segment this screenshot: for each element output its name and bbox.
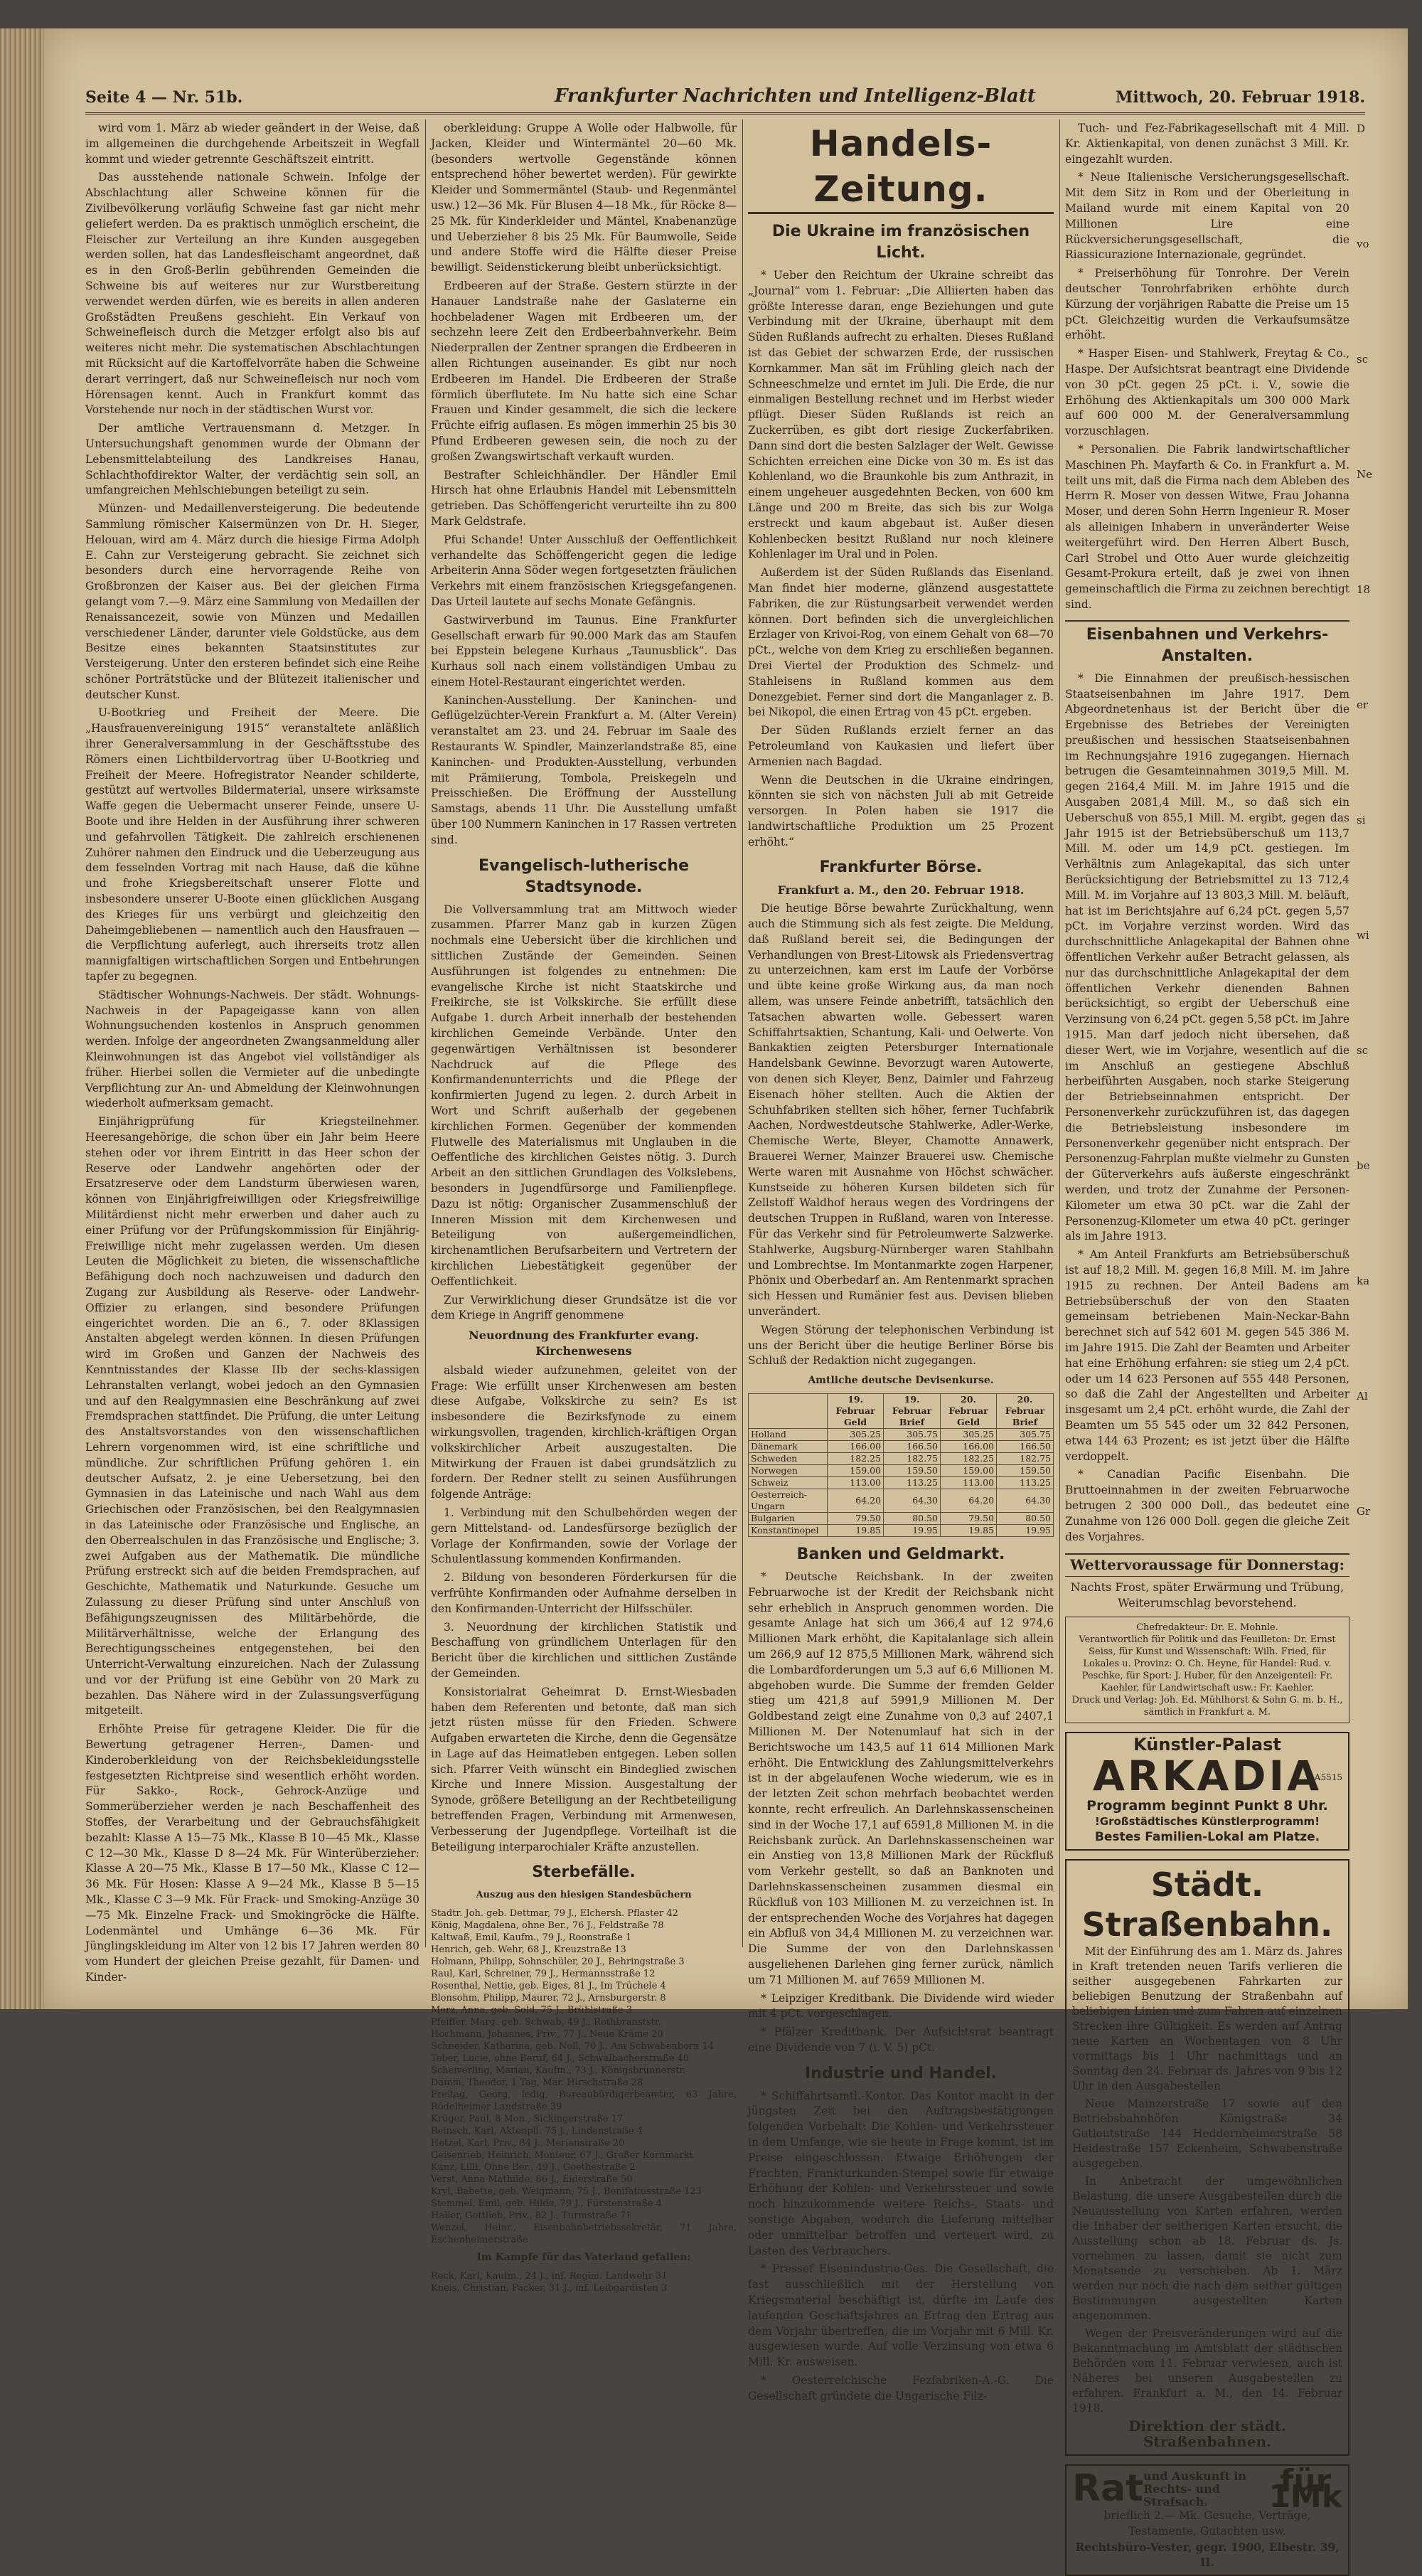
devisen-table <box>748 1393 1054 1537</box>
tram-paragraph: Mit der Einführung des am 1. März ds. Jahres in Kraft tretenden neuen Tarifs verlieren die seither ausgegebenen Fahrkarten zur beliebigen Benutzung der Straßenbahn auf beliebigen Linien und zum Fahren auf einzelnen Strecken ihre Gültigkeit. Es werden auf Antrag neue Karten an Wochentagen von 8 Uhr vormittags bis 1 Uhr nachmittags und an Sonntag den 24. Februar ds. Jahres von 9 bis 12 Uhr in den Ausgabestellen <box>1072 1945 1342 2093</box>
devisen-cell: 19.95 <box>884 1524 941 1536</box>
issue-date: Mittwoch, 20. Februar 1918. <box>1115 88 1365 107</box>
death-notice: Merz, Anna, geb. Sold, 75 J., Brühlstraße 3 <box>431 2005 633 2016</box>
edge-fragment: sc <box>1357 1044 1369 1057</box>
local-news-paragraph: Städtischer Wohnungs-Nachweis. Der städt. Wohnungs-Nachweis in der Papageigasse kann von allen Wohnungsuchenden kostenlos in Anspruch genommen werden. Infolge der angeordneten Zwangsanmeldung aller Kleinwohnungen ist das Angebot viel vollständiger als früher. Hierbei sollen die Vermieter auf die unbedingte Verpflichtung zur An- und Abmeldung der Kleinwohnungen wiederholt aufmerksam gemacht. <box>85 988 419 1110</box>
devisen-cell: Holland <box>749 1428 828 1440</box>
devisen-row <box>749 1464 1054 1476</box>
edge-fragment: be <box>1357 1159 1370 1172</box>
boerse-heading: Frankfurter Börse. <box>819 858 983 877</box>
weather-forecast: Nachts Frost, später Erwärmung und Trübung, Weiterumschlag bevorstehend. <box>1070 1580 1345 1610</box>
tram-paragraph: In Anbetracht der umgewöhnlichen Belastung, die unsere Ausgabestellen durch die Neuausstellung von Karten erfahren, werden die Inhaber der seitherigen Karten ersucht, die Ausstellung schon ab 18. Februar ds. Js. vornehmen zu lassen, damit sie nicht zum Monatsende zu verschieben. Ab 1. März werden nur noch die nach dem seither gültigen Bestimmungen ausgestellten Karten angenommen. <box>1072 2175 1342 2323</box>
devisen-cell: 159.50 <box>997 1464 1054 1476</box>
weather-heading: Wettervoraussage für Donnerstag: <box>1065 1553 1349 1577</box>
arkadia-name: ARKADIA <box>1093 1751 1322 1800</box>
local-news-paragraph: Münzen- und Medaillenversteigerung. Die bedeutende Sammlung römischer Kaisermünzen von Dr. H. Sieger, Helouan, wird am 4. März durch die hiesige Firma Adolph E. Cahn zur Versteigerung gebracht. Sie zeichnet sich besonders durch eine hervorragende Reihe von Großbronzen der Kaiser aus. Bei der gleichen Firma gelangt vom 7.—9. März eine Sammlung von Medaillen der Renaissancezeit, sowie von Münzen und Medaillen verschiedener Länder, darunter viele Goldstücke, aus dem Besitze eines bekannten Staatsinstitutes zur Versteigerung. Unter den ersteren befindet sich eine Reihe schöner Porträtstücke und der Blütezeit italienischer und deutscher Kunst. <box>85 502 419 701</box>
death-notice: Kunz, Lilli, Ohne Ber., 49 J., Goethestraße 2 <box>431 2162 636 2173</box>
devisen-cell: 113.00 <box>941 1476 997 1489</box>
devisen-row <box>749 1452 1054 1464</box>
industrie-heading: Industrie und Handel. <box>804 2064 998 2082</box>
industrie-paragraph: * Schiffahrtsamtl.-Kontor. Das Kontor macht in der jüngsten Zeit bei den Auftragsbestätigungen folgenden Vorbehalt: Die Kohlen- und Verkehrssteuer in dem Umfange, wie sie heute in Frage kommt, ist im Preise eingeschlossen. Etwaige Erhöhungen der Frachten, Frankturkunden-Stempel sowie für etwaige Erhöhung der Kohlen- und Verkehrssteuer und sowie noch hinzukommende weitere Reichs-, Staats- und sonstige Abgaben, wodurch die Lieferung mittelbar oder unmittelbar betroffen und verteuert wird, zu Lasten des Verbrauchers. <box>748 2089 1054 2257</box>
devisen-header-cell: 20. Februar Geld <box>941 1393 997 1428</box>
devisen-cell: Oesterreich-Ungarn <box>749 1489 828 1512</box>
imprint-line: Druck und Verlag: Joh. Ed. Mühlhorst & Sohn G. m. b. H., sämtlich in Frankfurt a. M. <box>1071 1695 1343 1718</box>
death-notice: Kaltwaß, Emil, Kaufm., 79 J., Roonstraße 1 <box>431 1932 632 1944</box>
synod-paragraph: Zur Verwirklichung dieser Grundsätze ist die vor dem Kriege in Angriff genommene <box>431 1293 737 1322</box>
fallen-notice: Reck, Karl, Kaufm., 24 J., inf. Regim. Landwehr 31 <box>431 2271 668 2282</box>
devisen-header-cell <box>749 1393 828 1428</box>
devisen-header-cell: 19. Februar Brief <box>884 1393 941 1428</box>
edge-fragment: si <box>1357 814 1366 826</box>
devisen-cell: 166.50 <box>997 1440 1054 1452</box>
devisen-cell: 159.00 <box>941 1464 997 1476</box>
legal-advice-rat: Rat <box>1072 2467 1143 2510</box>
death-notice: König, Magdalena, ohne Ber., 76 J., Feldstraße 78 <box>431 1920 664 1932</box>
fallen-heading: Im Kampfe für das Vaterland gefallen: <box>476 2252 691 2264</box>
death-notice: Hochmann, Johannes, Priv., 77 J., Neue Kräme 20 <box>431 2029 663 2040</box>
death-notice: Schneider, Katharina, geb. Noll, 70 J., Am Schwabenborn 14 <box>431 2041 715 2053</box>
death-notice: Raul, Karl, Schreiner, 79 J., Hermannsstraße 12 <box>431 1969 656 1980</box>
devisen-cell: 166.50 <box>884 1440 941 1452</box>
devisen-cell: 80.50 <box>884 1512 941 1524</box>
newspaper-name: Frankfurter Nachrichten und Intelligenz-Blatt <box>555 85 1036 107</box>
devisen-cell: 159.00 <box>828 1464 884 1476</box>
arkadia-phone: A5515 <box>1314 1772 1342 1783</box>
devisen-cell: 113.00 <box>828 1476 884 1489</box>
synod-paragraph: 1. Verbindung mit den Schulbehörden wegen der gern Mittelstand- od. Landesfürsorge bezüglich der Vorlage der Konfirmanden, sowie der Vorlage der Schulentlassung kommenden Konfirmanden. <box>431 1506 737 1566</box>
ukraine-heading: Die Ukraine im französischen Licht. <box>771 223 1030 262</box>
death-notice: Teber, Lucie, ohne Beruf, 64 J., Schwalbacherstraße 40 <box>431 2053 690 2065</box>
devisen-cell: 64.30 <box>997 1489 1054 1512</box>
arkadia-family: Bestes Familien-Lokal am Platze. <box>1094 1829 1320 1844</box>
commerce-paragraph: * Preiserhöhung für Tonrohre. Der Verein deutscher Tonrohrfabriken erhöhte durch Kürzung der vorjährigen Rabatte die Preise um 15 pCt. Gleichzeitig wurden die Verkaufsumsätze erhöht. <box>1065 267 1349 342</box>
devisen-cell: 79.50 <box>828 1512 884 1524</box>
rail-paragraph: * Am Anteil Frankfurts am Betriebsüberschuß ist auf 18,2 Mill. M. gegen 16,8 Mill. M. im Jahre 1915 zu rechnen. Der Anteil Badens am Betriebsüberschuß der von den Staaten gemeinsam betriebenen Main-Neckar-Bahn berechnet sich auf 542 601 M. gegen 545 386 M. im Jahre 1915. Die Zahl der Beamten und Arbeiter hat eine Erhöhung erfahren: sie stieg um 2,4 pCt. oder um 14 623 Personen auf 555 448 Personen, so daß die Zahl der Angestellten und Arbeiter insgesamt um 2,4 pCt. erhöht wurde, die Zahl der Beamten um 55 545 oder um 32 842 Personen, etwa 144 63 Prozent; es ist jetzt über die Hälfte verdoppelt. <box>1065 1248 1349 1463</box>
devisen-cell: 305.75 <box>997 1428 1054 1440</box>
ukraine-paragraph: * Ueber den Reichtum der Ukraine schreibt das „Journal“ vom 1. Februar: „Die Alliierten haben das größte Interesse daran, enge Beziehungen und gute Verbindung mit der Ukraine, überhaupt mit dem Süden Rußlands aufrecht zu erhalten. Dieses Rußland ist das Gebiet der schwarzen Erde, der russischen Kornkammer. Man sät im Frühling gleich nach der Schneeschmelze und erntet im Juli. Die Erde, die nur einmaligen Bestellung rechnet und im Herbst wieder pflügt. Dieser Süden Rußlands ist reich an Zuckerrüben, es gibt dort riesige Zuckerfabriken. Dann sind dort die besten Salzlager der Welt. Gewisse Schichten erreichen eine Dicke von 30 m. Es ist das Kohlenland, wo die Braunkohle bis zum Anthrazit, in einem ungeheuer ausgedehnten Becken, von 600 km Länge und 200 m Breite, das sich bis zur Wolga erstreckt und kaum abgebaut ist. Außer diesen Kohlenbecken besitzt Rußland nur noch kleinere Kohlenlager im Ural und in Polen. <box>748 269 1054 561</box>
death-notice: Krüger, Paul, 8 Mon., Sickingerstraße 17 <box>431 2114 624 2125</box>
devisen-cell: 305.75 <box>884 1428 941 1440</box>
local-news-paragraph: Erdbeeren auf der Straße. Gestern stürzte in der Hanauer Landstraße nahe der Gaslaterne ein hochbeladener Wagen mit Erdbeeren um, der sechzehn leere Zeit den Erdbeerbahnverkehr. Beim Niederprallen der Zentner sprangen die Erdbeeren in allen Richtungen auseinander. Es gibt nur noch Erdbeeren im Handel. Die Erdbeeren der Straße förmlich überflutete. Im Nu hatte sich eine Schar Frauen und Kinder gesammelt, die sich die leckere Früchte eifrig auflasen. Es mögen immerhin 25 bis 30 Pfund Erdbeeren gewesen sein, die noch zu der großen Zwangswirtschaft verkauft wurden. <box>431 279 737 463</box>
legal-advice-ad <box>1065 2464 1349 2576</box>
rail-heading: Eisenbahnen und Verkehrs-Anstalten. <box>1065 620 1349 667</box>
edge-fragment: wi <box>1357 929 1369 942</box>
devisen-cell: 64.20 <box>828 1489 884 1512</box>
edge-fragment: sc <box>1357 353 1369 366</box>
devisen-cell: 182.75 <box>997 1452 1054 1464</box>
deaths-heading: Sterbefälle. <box>532 1863 636 1882</box>
devisen-cell: Bulgarien <box>749 1512 828 1524</box>
local-news-paragraph: Bestrafter Schleichhändler. Der Händler Emil Hirsch hat ohne Erlaubnis Handel mit Lebensmitteln getrieben. Das Schöffengericht verurteilte ihn zu 800 Mark Geldstrafe. <box>431 468 737 528</box>
death-notice: Holmann, Philipp, Sohnschüler, 20 J., Behringstraße 3 <box>431 1957 685 1968</box>
local-news-paragraph: Das ausstehende nationale Schwein. Infolge der Abschlachtung aller Schweine können für die Zivilbevölkerung vorläufig Schweine fast gar nicht mehr geliefert werden. Da es praktisch unmöglich erscheint, die Fleischer zur Verteilung an ihre Kunden ausgegeben werden sollen, hat das Landesfleischamt angeordnet, daß es in den Groß-Berlin gebührenden Gemeinden die Schweine bis auf weiteres nur zur Wurstbereitung verwendet werden dürfen, wie es bereits in allen anderen Großstädten Preußens geschieht. Ein Verkauf von Schweinefleisch durch die Metzger erfolgt also bis auf weiteres nicht mehr. Die systematischen Abschlachtungen mit Rücksicht auf die Kartoffelvorräte haben die Schweine derart verringert, daß nur Schweinefleisch nur noch vom Hörensagen kennt. Auch in Frankfurt kommt das Vorstehende nur noch in der städtischen Wurst vor. <box>85 171 419 417</box>
death-notice: Kryl, Babette, geb. Weigmann, 75 J., Bonifatiusstraße 123 <box>431 2186 702 2198</box>
devisen-cell: Dänemark <box>749 1440 828 1452</box>
devisen-cell: 182.25 <box>828 1452 884 1464</box>
page-number: Seite 4 — Nr. 51b. <box>85 88 243 107</box>
devisen-cell: Konstantinopel <box>749 1524 828 1536</box>
local-news-paragraph: Erhöhte Preise für getragene Kleider. Die für die Bewertung getragener Herren-, Damen- und Kinderoberkleidung von der Reichsbekleidungsstelle festgesetzten Richtpreise sind wesentlich erhöht worden. Für Sakko-, Rock-, Gehrock-Anzüge und Sommerüberzieher werden je nach Beschaffenheit des Stoffes, der Verarbeitung und der Gebrauchsfähigkeit bezahlt: Klasse A 15—75 Mk., Klasse B 10—45 Mk., Klasse C 12—30 Mk., Klasse D 8—24 Mk. Für Winterüberzieher: Klasse A 20—75 Mk., Klasse B 17—50 Mk., Klasse C 12—36 Mk. Für Hosen: Klasse A 9—24 Mk., Klasse B 5—15 Mk., Klasse C 3—9 Mk. Für Frack- und Smoking-Anzüge 30—75 Mk. Einzelne Frack- und Smokingröcke die Hälfte. Lodenmäntel und Umhänge 6—36 Mk. Für Jünglingskleidung im Alter von 12 bis 17 Jahren werden 80 vom Hundert der gleichen Preise gezahlt, für Damen- und Kinder- <box>85 1723 419 1984</box>
tram-signature: Direktion der städt. Straßenbahnen. <box>1128 2417 1286 2451</box>
devisen-cell: 182.25 <box>941 1452 997 1464</box>
death-notice: Wenzel, Heinr., Eisenbahnbetriebssekretär, 71 Jahre, Eschenheimerstraße <box>431 2223 737 2246</box>
arkadia-slogan: !Großstädtisches Künstlerprogramm! <box>1094 1814 1320 1828</box>
local-news-paragraph: Pfui Schande! Unter Ausschluß der Oeffentlichkeit verhandelte das Schöffengericht gegen die ledige Arbeiterin Anna Söder wegen fortgesetzten fräulichen Verkehrs mit einem französischen Kriegsgefangenen. Das Urteil lautete auf sechs Monate Gefängnis. <box>431 533 737 608</box>
arkadia-ad <box>1065 1732 1349 1851</box>
arkadia-venue: Künstler-Palast <box>1133 1735 1281 1755</box>
local-news-paragraph: Der amtliche Vertrauensmann d. Metzger. In Untersuchungshaft genommen wurde der Obmann der Lebensmittelabteilung des Landkreises Hanau, Schlachthofdirektor Walter, der verdächtig sein soll, an umfangreichen Mehlschiebungen beteiligt zu sein. <box>85 422 419 497</box>
devisen-cell: 159.50 <box>884 1464 941 1476</box>
death-notice: Geisenrieb, Heinrich, Monteur, 67 J., Großer Kornmarkt <box>431 2150 693 2161</box>
tram-ad <box>1065 1859 1349 2456</box>
imprint-line: Chefredakteur: Dr. E. Mohnle. <box>1136 1622 1278 1634</box>
devisen-cell: Schweden <box>749 1452 828 1464</box>
edge-fragment: Al <box>1357 1390 1368 1403</box>
banken-paragraph: * Leipziger Kreditbank. Die Dividende wird wieder mit 4 pCt. vorgeschlagen. <box>748 1991 1054 2021</box>
devisen-cell: 166.00 <box>941 1440 997 1452</box>
devisen-row <box>749 1489 1054 1512</box>
devisen-cell: 305.25 <box>828 1428 884 1440</box>
death-notice: Hetzel, Karl, Priv., 84 J., Merianstraße 20 <box>431 2138 625 2149</box>
tram-paragraph: Wegen der Preisveränderungen wird auf die Bekanntmachung im Amtsblatt der städtischen Behörden vom 11. Februar verwiesen, auch ist Näheres bei unseren Ausgabestellen zu erfahren. Frankfurt a. M., den 14. Februar 1918. <box>1072 2327 1342 2415</box>
synod-paragraph: alsbald wieder aufzunehmen, geleitet von der Frage: Wie erfüllt unser Kirchenwesen am besten diese Aufgabe, Volkskirche zu sein? Es ist insbesondere die Bezirksfynode zu einem wirkungsvollen, tragenden, kirchlich-kräftigen Organ volkskirchlicher Arbeit auszugestalten. Die Mitwirkung der Frauen ist dabei grundsätzlich zu fordern. Der Redner stellt zu seinen Ausführungen folgende Anträge: <box>431 1363 737 1501</box>
tram-body <box>1072 1944 1342 2416</box>
devisen-cell: Schweiz <box>749 1476 828 1489</box>
tram-title: Städt. Straßenbahn. <box>1081 1866 1333 1944</box>
devisen-cell: 19.85 <box>941 1524 997 1536</box>
devisen-cell: 64.20 <box>941 1489 997 1512</box>
fallen-notice: Kneis, Christian, Packer, 31 J., inf. Leibgardisten 3 <box>431 2283 668 2294</box>
devisen-row <box>749 1428 1054 1440</box>
synod-paragraph: Die Vollversammlung trat am Mittwoch wieder zusammen. Pfarrer Manz gab in kurzen Zügen nochmals eine Uebersicht über die kirchlichen und sittlichen Zustände der Gemeinden. Seinen Ausführungen ist folgendes zu entnehmen: Die evangelische Kirche ist nicht Staatskirche und Freikirche, sie ist Volkskirche. Sie erfüllt diese Aufgabe 1. durch Arbeit innerhalb der bestehenden kirchlichen Gemeinde Verbände. Unter den gegenwärtigen Verhältnissen ist besonderer Nachdruck auf die Pflege des Konfirmandenunterrichts und die Pflege der konfirmierten Jugend zu legen. 2. durch Arbeit in Wort und Schrift außerhalb der gegebenen kirchlichen Formen. Gegenüber der kommenden Flutwelle des Materialismus mit Unglauben in die Oeffentliche des kirchlichen Geistes nötig. 3. Durch Arbeit an den sittlichen Grundlagen des Volkslebens, besonders in Jugendfürsorge und Familienpflege. Dazu ist nötig: Organischer Zusammenschluß der Inneren Mission mit dem Kirchenwesen und Beteiligung von außergemeindlichen, kirchenamtlichen Berufsarbeitern und Vertretern der kirchlichen Liebestätigkeit gegenüber der Oeffentlichkeit. <box>431 903 737 1288</box>
column-rule <box>425 119 426 1947</box>
banken-paragraph: * Pfälzer Kreditbank. Der Aufsichtsrat beantragt eine Dividende von 7 (i. V. 5) pCt. <box>748 2026 1054 2054</box>
death-notice: Verst, Anna Mathilde, 86 J., Eiderstraße 50 <box>431 2174 633 2186</box>
commerce-paragraph: * Personalien. Die Fabrik landwirtschaftlicher Maschinen Ph. Mayfarth & Co. in Frankfurt a. M. teilt uns mit, daß die Firma nach dem Ableben des Herrn R. Moser von dessen Witwe, Frau Johanna Moser, und deren Sohn Herrn Ingenieur R. Moser als alleinigen Inhabern in unveränderter Weise weitergeführt wird. Den Herren Albert Busch, Carl Strobel und Otto Auer wurde gleichzeitig Gesamt-Prokura erteilt, daß je zwei von ihnen gemeinschaftlich die Firma zu zeichnen berechtigt sind. <box>1065 442 1349 611</box>
synod-paragraph: 2. Bildung von besonderen Förderkursen für die verfrühte Konfirmanden oder Aufnahme derselben in den Konfirmanden-Unterricht der Hilfsschüler. <box>431 1571 737 1615</box>
local-news-paragraph: Kaninchen-Ausstellung. Der Kaninchen- und Geflügelzüchter-Verein Frankfurt a. M. (Alter Verein) veranstaltet am 23. und 24. Februar im Saale des Restaurants W. Spindler, Mainzerlandstraße 85, eine Kaninchen- und Produkten-Ausstellung, verbunden mit Prämiierung, Tombola, Preiskegeln und Preisschießen. Die Eröffnung der Ausstellung Samstags, abends 11 Uhr. Die Ausstellung umfaßt über 100 Nummern Kaninchen in 17 Rassen vertreten sind. <box>431 693 737 846</box>
devisen-cell: 113.25 <box>884 1476 941 1489</box>
edge-fragment: vo <box>1357 238 1369 250</box>
ukraine-paragraph: Der Süden Rußlands erzielt ferner an das Petroleumland von Kaukasien und liefert über Armenien nach Bagdad. <box>748 724 1054 768</box>
devisen-cell: 19.95 <box>997 1524 1054 1536</box>
column-rule <box>1059 119 1060 1947</box>
adjacent-page-edge <box>1357 121 1408 1942</box>
devisen-cell: 166.00 <box>828 1440 884 1452</box>
local-news-paragraph: U-Bootkrieg und Freiheit der Meere. Die „Hausfrauenvereinigung 1915“ veranstaltete anläßlich ihrer Generalversammlung in der Geschäftsstube des Römers einen Lichtbildervortrag über U-Bootkrieg und Freiheit der Meere. Hofregistrator Neander schilderte, gestützt auf wertvolles Bildermaterial, unsere wirksamste Waffe gegen die Uebermacht unserer Feinde, unsere U-Boote und ihre Helden in der Ausführung ihrer schweren und gefahrvollen Tätigkeit. Die zahlreich erschienenen Zuhörer nahmen den Eindruck und die Ueberzeugung aus dem fesselnden Vortrag mit nach Hause, daß die kühne und frohe Kriegsbereitschaft unserer Flotte und insbesondere unserer U-Boote einen glücklichen Ausgang des Krieges für uns verbürgt und gleichzeitig den Daheimgebliebenen — namentlich auch den Hausfrauen — die Verpflichtung auferlegt, auch ihrerseits trotz allen mannigfaltigen wirtschaftlichen Sorgen und Entbehrungen tapfer zu begegnen. <box>85 706 419 984</box>
death-notice: Reinsch, Karl, Aktenpfl. 75 J., Lindenstraße 4 <box>431 2126 643 2137</box>
column-rule <box>742 119 743 1947</box>
local-news-paragraph: Einjährigprüfung für Kriegsteilnehmer. Heeresangehörige, die schon über ein Jahr beim Heere stehen oder vor ihrem Eintritt in das Heer schon der Reserve oder Landwehr angehörten oder der Ersatzreserve oder dem Landsturm überwiesen waren, können von Einjährigfreiwilligen oder Kriegsfreiwillige Militärdienst nicht mehr erwerben und daher auch zu einer Prüfung vor der Prüfungskommission für Einjährig-Freiwillige nicht mehr zugelassen werden. Um diesen Leuten die Möglichkeit zu bieten, die wissenschaftliche Befähigung doch noch nachzuweisen und dadurch den Zugang zur Ausbildung als Reserve- oder Landwehr-Offizier zu erlangen, sind besondere Prüfungen eingerichtet worden. Die an 6., 7. oder 8Klassigen Anstalten abgelegt werden können. In diesen Prüfungen wird im Großen und Ganzen der Nachweis des Kenntnisstandes der Klasse IIb der sechs-klassigen Lehranstalten verlangt, wobei jedoch an den Gymnasien und auf den Realgymnasien eine Beschränkung auf zwei Fremdsprachen stattfindet. Die Prüfung, die unter Leitung des Anstaltsvorstandes von den wissenschaftlichen Lehrern vorgenommen wird, ist eine schriftliche und mündliche. Zur schriftlichen Prüfung gehören 1. ein deutscher Aufsatz, 2. je eine Uebersetzung, bei den Gymnasien in das Lateinische und nach Wahl aus dem Griechischen oder Französischen, bei den Realgymnasien in das Lateinische oder Französische und Englische, an den Oberrealschulen in das Französische und Englische; 3. zwei Aufgaben aus der Mathematik. Die mündliche Prüfung erstreckt sich auf die beiden Fremdsprachen, auf Geschichte, Mathematik und Naturkunde. Gesuche um Zulassung zu dieser Prüfung sind unter Anschluß von Befähigungszeugnissen des Militärbehörde, die Militärverhältnisse, welche der Erlangung des Berechtigungsscheines entgegenstehen, bei den Unterricht-Verwaltung einzureichen. Nach der Zulassung und vor der Prüfung ist eine Gebühr von 20 Mark zu bezahlen. Das Nähere wird in der Zulassungsverfügung mitgeteilt. <box>85 1115 419 1718</box>
boerse-paragraph: Die heutige Börse bewahrte Zurückhaltung, wenn auch die Stimmung sich als fest zeigte. Die Meldung, daß Rußland bereit sei, die Bedingungen der Verhandlungen von Brest-Litowsk als Friedensvertrag zu unterzeichnen, kam erst im Laufe der Vorbörse und übte keine große Wirkung aus, da man noch allem, was unsere Feinde anbetrifft, tatsächlich den Tatsachen abwarten wolle. Gebessert waren Schiffahrtsaktien, Schantung, Kali- und Oelwerte. Von Bankaktien zeigten Petersburger Internationale Handelsbank Gewinne. Bevorzugt waren Autowerte, von denen sich Kleyer, Benz, Daimler und Fahrzeug Eisenach höher stellten. Auch die Aktien der Schuhfabriken stellten sich höher, ferner Tuchfabrik Aachen, Nordwestdeutsche Stahlwerke, Adler-Werke, Chemische Werte, Bleyer, Chamotte Annawerk, Brauerei Werner, Mainzer Brauerei usw. Chemische Werte waren mit Ausnahme von Höchst schwächer. Kunstseide zu höheren Kursen bildeten sich für Zellstoff Waldhof heraus wegen des Vordringens der deutschen Truppen in Rußland, waren von Interesse. Für das Verkehr sind für Petroleumwerte Salzwerke. Stahlwerke, Augsburg-Nürnberger waren Stahlbahn und Lombrechtse. Im Montanmarkte zogen Harpener, Phönix und Oberbedarf an. Am Rentenmarkt sprachen sich Hessen und Rumänier fest aus. Devisen blieben unverändert. <box>748 902 1054 1318</box>
edge-fragment: 18 <box>1357 583 1371 596</box>
commerce-paragraph: * Neue Italienische Versicherungsgesellschaft. Mit dem Sitz in Rom und der Oberleitung in Mailand wurde mit einem Kapital von 20 Millionen Lire eine Rückversicherungsgesellschaft, die Riassicurazione Internazionale, gegründet. <box>1065 171 1349 262</box>
ukraine-paragraph: Wenn die Deutschen in die Ukraine eindringen, könnten sie sich von nächsten Juli ab mit Getreide versorgen. In Polen haben sie 1917 die landwirtschaftliche Produktion um 25 Prozent erhöht.“ <box>748 773 1054 848</box>
edge-fragment: ka <box>1357 1274 1370 1287</box>
legal-advice-row <box>1072 2463 1342 2515</box>
banken-paragraph: * Deutsche Reichsbank. In der zweiten Februarwoche ist der Kredit der Reichsbank nicht sehr erheblich in Anspruch genommen worden. Die gesamte Anlage hat sich um 366,4 auf 12 974,6 Millionen Mark erhöht, die Kapitalanlage sich allein um 266,9 auf 12 875,5 Millionen Mark, während sich die Lombardforderungen um 5,3 auf 6,6 Millionen M. abgehoben wurde. Die Summe der fremden Gelder stieg um 421,8 auf 5991,9 Millionen M. Der Goldbestand zeigt eine Zunahme von 0,3 auf 2407,1 Millionen M. Der Notenumlauf hat sich in der Berichtswoche um 143,5 auf 11 614 Millionen Mark erhöht. Die Entwicklung des Zahlungsmittelverkehrs ist in der abgelaufenen Woche wiederum, wie es in der letzten Zeit schon mehrfach beobachtet werden konnte, recht erfreulich. An Darlehnskassenscheinen sind in der Woche 17,1 auf 6591,8 Millionen M. in die Reichsbank zurück. An Darlehnskassenscheinen war ein Anstieg von 13,8 Millionen Mark der Rückfluß vom Verkehr gestellt, so daß an Banknoten und Darlehnskassenscheinen zusammen diesmal ein Rückfluß von 103 Millionen M. zu verzeichnen ist. In der entsprechenden Woche des Vorjahres hat dagegen ein Abfluß von 34,4 Millionen M. zu verzeichnen war. Die Summe der von den Darlehnskassen ausgeliehenen Darlehen ging ferner zurück, nämlich um 71 Millionen M. auf 7659 Millionen M. <box>748 1570 1054 1986</box>
death-notice: Pfeiffer, Marg. geb. Schwab, 49 J., Rothbranststr. <box>431 2017 661 2028</box>
local-news-paragraph: wird vom 1. März ab wieder geändert in der Weise, daß im allgemeinen die durchgehende Arbeitszeit in Wegfall kommt und wieder getrennte Geschäftszeit eintritt. <box>85 122 419 166</box>
devisen-cell: 182.75 <box>884 1452 941 1464</box>
edge-fragment: Ne <box>1357 468 1373 481</box>
deaths-subheading: Auszug aus den hiesigen Standesbüchern <box>476 1890 692 1901</box>
devisen-caption: Amtliche deutsche Devisenkurse. <box>808 1375 994 1387</box>
tram-paragraph: Neue Mainzerstraße 17 sowie auf den Betriebsbahnhöfen Königstraße 34 Gutleutstraße 144 Heddernheimerstraße 58 Heidestraße 157 Eckenheim, Schwabenstraße ausgegeben. <box>1072 2097 1342 2171</box>
local-news-paragraph: oberkleidung: Gruppe A Wolle oder Halbwolle, für Jacken, Kleider und Wintermäntel 20—60 Mk. (besonders wertvolle Gegenstände können entsprechend höher bewertet werden). Für gewirkte Kleider und Sommermäntel (Staub- und Regenmäntel usw.) 12—36 Mk. Für Blusen 4—18 Mk., für Röcke 8—25 Mk. für Kinderkleider und Mäntel, Knabenanzüge und Ueberzieher 8 bis 25 Mk. Für Baumwolle, Seide und andere Stoffe wird die Hälfte dieser Preise bewilligt. Seidenstickerung bleibt unberücksichtigt. <box>431 122 737 275</box>
legal-advice-office: Rechtsbüro-Vester, gegr. 1900, Elbestr. 39, II. <box>1075 2540 1340 2570</box>
synod-paragraph: 3. Neuordnung der kirchlichen Statistik und Beschaffung von gründlichem Unterlagen für den Bericht über die kirchlichen und sittlichen Zustände der Gemeinden. <box>431 1620 737 1680</box>
devisen-header-cell: 19. Februar Geld <box>828 1393 884 1428</box>
masthead <box>85 84 1365 115</box>
death-notice: Freitag, Georg, ledig, Bureaubürdigerbeamter, 63 Jahre, Rödelheimer Landstraße 39 <box>431 2090 737 2113</box>
imprint-box <box>1065 1617 1349 1723</box>
book-spine <box>0 28 44 2009</box>
devisen-cell: 305.25 <box>941 1428 997 1440</box>
rail-paragraph: * Canadian Pacific Eisenbahn. Die Bruttoeinnahmen in der zweiten Februarwoche betrugen 2 300 000 Doll., das bedeutet eine Zunahme von 126 000 Doll. gegen die gleiche Zeit des Vorjahres. <box>1065 1468 1349 1543</box>
devisen-row <box>749 1476 1054 1489</box>
imprint-line: Verantwortlich für Politik und das Feuilleton: Dr. Ernst Seiss, für Kunst und Wissenschaft: Wilh. Fried, für Lokales u. Provinz: O. Ch. Heyne, für Handel: Rud. v. Peschke, für Sport: J. Huber, für den Anzeigenteil: Fr. Kaehler, für Landwirtschaft usw.: Fr. Kaehler. <box>1079 1634 1336 1694</box>
devisen-cell: Norwegen <box>749 1464 828 1476</box>
column-3 <box>748 121 1054 2402</box>
section-title: Handels-Zeitung. <box>748 121 1054 214</box>
synod-paragraph: Konsistorialrat Geheimrat D. Ernst-Wiesbaden haben dem Referenten und betonte, daß man sich jetzt rüsten müsse für den Frieden. Schwere Aufgaben erwarteten die Kirche, denn die Gegensätze in Lage auf das Heimatleben entgegen. Leben sollen sich. Pfarrer Veith wünscht ein Bindeglied zwischen Kirche und Innere Mission. Ausgestaltung der Synode, größere Beteiligung an der Rechtbeteiligung betreffenden Fragen, Verbindung mit Armenwesen, Verbesserung der Jugendpflege. Vorteilhaft ist die Beteiligung interparochialer Kräfte anzustellen. <box>431 1685 737 1853</box>
legal-advice-price: für 1Mk <box>1268 2463 1342 2515</box>
legal-advice-letter: brieflich 2.— Mk. Gesuche, Verträge, Testamente, Gutachten usw. <box>1103 2508 1311 2538</box>
banken-heading: Banken und Geldmarkt. <box>796 1545 1005 1563</box>
boerse-paragraph: Wegen Störung der telephonischen Verbindung ist uns der Bericht über die heutige Berliner Börse bis Schluß der Redaktion nicht zugegangen. <box>748 1323 1054 1368</box>
column-4 <box>1065 121 1349 2570</box>
death-notice: Scheiverling, Marian, Kaufm., 73 J., Königsbrunnerstr. <box>431 2065 686 2077</box>
synod-subheading: Neuordnung des Frankfurter evang. Kirchenwesens <box>469 1329 699 1358</box>
devisen-cell: 113.25 <box>997 1476 1054 1489</box>
edge-fragment: D <box>1357 122 1366 135</box>
commerce-paragraph: * Hasper Eisen- und Stahlwerk, Freytag & Co., Haspe. Der Aufsichtsrat beantragt eine Dividende von 30 pCt. gegen 25 pCt. i. V., sowie die Erhöhung des Aktienkapitals um 300 000 Mark auf 600 000 M. der Generalversammlung vorzuschlagen. <box>1065 347 1349 438</box>
devisen-row <box>749 1512 1054 1524</box>
devisen-cell: 80.50 <box>997 1512 1054 1524</box>
death-notice: Rosenthal, Nettie, geb. Eiges, 81 J., Im Trüchele 4 <box>431 1981 666 1992</box>
devisen-row <box>749 1440 1054 1452</box>
devisen-cell: 79.50 <box>941 1512 997 1524</box>
devisen-header-cell: 20. Februar Brief <box>997 1393 1054 1428</box>
column-1 <box>85 121 419 1984</box>
rail-paragraph: * Die Einnahmen der preußisch-hessischen Staatseisenbahnen im Jahre 1917. Dem Abgeordnetenhaus ist der Bericht über die Ergebnisse des Betriebes der Vereinigten preußischen und hessischen Staatseisenbahnen im Rechnungsjahre 1916 zugegangen. Hiernach betrugen die Gesamteinnahmen 3019,5 Mill. M. gegen 2164,4 Mill. M. im Jahre 1915 und die Ausgaben 2081,4 Mill. M., so daß sich ein Ueberschuß von 855,1 Mill. M. ergibt, gegen das Jahr 1915 ist der Betriebsüberschuß um 113,7 Mill. M. oder um 14,9 pCt. gestiegen. Im Verhältnis zum Anlagekapital, das sich unter Berücksichtigung der Betriebsmittel zu 13 712,4 Mill. M. im Vorjahre auf 13 803,3 Mill. M. beläuft, hat ist im Berichtsjahre auf 6,24 pCt. gegen 5,57 pCt. im Vorjahre verzinst worden. Wird das durchschnittliche Anlagekapital der Bahnen ohne öffentlichen Verkehr außer Betracht gelassen, als nur das durchschnittliche Anlagekapital der dem öffentlichen Verkehr dienenden Bahnen berücksichtigt, so ergibt der Ueberschuß eine Verzinsung von 6,24 pCt. gegen 5,58 pCt. im Jahre 1915. Man darf jedoch nicht übersehen, daß dieser Wert, wie im Vorjahre, wesentlich auf die im Anschluß an gestiegene Abschluß herbeiführten Ausgaben, noch starke Steigerung der Betriebseinnahmen entspricht. Der Personenverkehr zurückzuführen ist, das dagegen die Betriebsleistung insbesondere im Personenverkehr gegenüber nicht entsprach. Der Personenzug-Fahrplan mußte vielmehr zu Gunsten der Güterverkehrs aufs äußerste eingeschränkt werden, und trotz der Zunahme der Personen-Kilometer um etwa 30 pCt. war die Zahl der Personenzug-Kilometer um etwa 40 pCt. geringer als im Jahre 1913. <box>1065 671 1349 1243</box>
industrie-paragraph: * Oesterreichische Fezfabriken-A.-G. Die Gesellschaft gründete die Ungarische Filz- <box>748 2374 1054 2402</box>
boerse-dateline: Frankfurt a. M., den 20. Februar 1918. <box>777 883 1025 898</box>
death-notice: Damm, Theodor, 1 Tag, Mar. Hirschstraße 28 <box>431 2077 643 2089</box>
legal-advice-mid: und Auskunft in Rechts- und Strafsach. <box>1143 2469 1246 2508</box>
devisen-cell: 19.85 <box>828 1524 884 1536</box>
devisen-cell: 64.30 <box>884 1489 941 1512</box>
death-notice: Haller, Gottlieb, Priv., 82 J., Turmstraße 71 <box>431 2210 632 2222</box>
industrie-paragraph: * Pressef Eisenindustrie-Ges. Die Gesellschaft, die fast ausschließlich mit der Herstellung von Kriegsmaterial beschäftigt ist, dürfte im Laufe des laufenden Geschäftsjahres an Ertrag den Ertrag aus dem Vorjahr übertreffen, die im Vorjahr mit 6 Mill. Kr. ausgewiesen wurde. Auf volle Verzinsung von etwa 6 Mill. Kr. ausweisen. <box>748 2262 1054 2369</box>
synod-heading: Evangelisch-lutherische Stadtsynode. <box>479 856 689 896</box>
commerce-paragraph: Tuch- und Fez-Fabrikagesellschaft mit 4 Mill. Kr. Aktienkapital, von denen zunächst 3 Mill. Kr. eingezahlt wurden. <box>1065 122 1349 166</box>
column-2 <box>431 121 737 2294</box>
death-notice: Henrich, geb. Wehr, 68 J., Kreuzstraße 13 <box>431 1944 626 1956</box>
local-news-paragraph: Gastwirverbund im Taunus. Eine Frankfurter Gesellschaft erwarb für 90.000 Mark das am Staufen bei Eppstein belegene Kurhaus „Taunusblick“. Das Kurhaus soll nach einem vollständigen Umbau zu einem Hotel-Restaurant eingerichtet werden. <box>431 613 737 688</box>
edge-fragment: er <box>1357 698 1369 711</box>
arkadia-program: Programm beginnt Punkt 8 Uhr. <box>1086 1797 1328 1814</box>
devisen-row <box>749 1524 1054 1536</box>
death-notice: Stadtr. Joh. geb. Dettmar, 79 J., Elchersh. Pflaster 42 <box>431 1908 678 1920</box>
death-notice: Stemmel, Emil, geb. Hilde, 79 J., Fürstenstraße 4 <box>431 2198 663 2210</box>
ukraine-paragraph: Außerdem ist der Süden Rußlands das Eisenland. Man findet hier moderne, glänzend ausgestattete Fabriken, die zur Rüstungsarbeit verwendet werden können. Dort befinden sich die unvergleichlichen Erzlager von Krivoi-Rog, von einem Gehalt von 68—70 pCt., welche von dem Krieg zu erschließen begannen. Drei Viertel der Produktion des Schmelz- und Stahleisens in Rußland kommen aus dem Donezgebiet. Ferner sind dort die Manganlager z. B. bei Nikopol, die einen Ertrag von 45 pCt. ergeben. <box>748 566 1054 719</box>
edge-fragment: Gr <box>1357 1505 1371 1518</box>
death-notice: Blonsohm, Philipp, Maurer, 72 J., Arnsburgerstr. 8 <box>431 1993 666 2004</box>
